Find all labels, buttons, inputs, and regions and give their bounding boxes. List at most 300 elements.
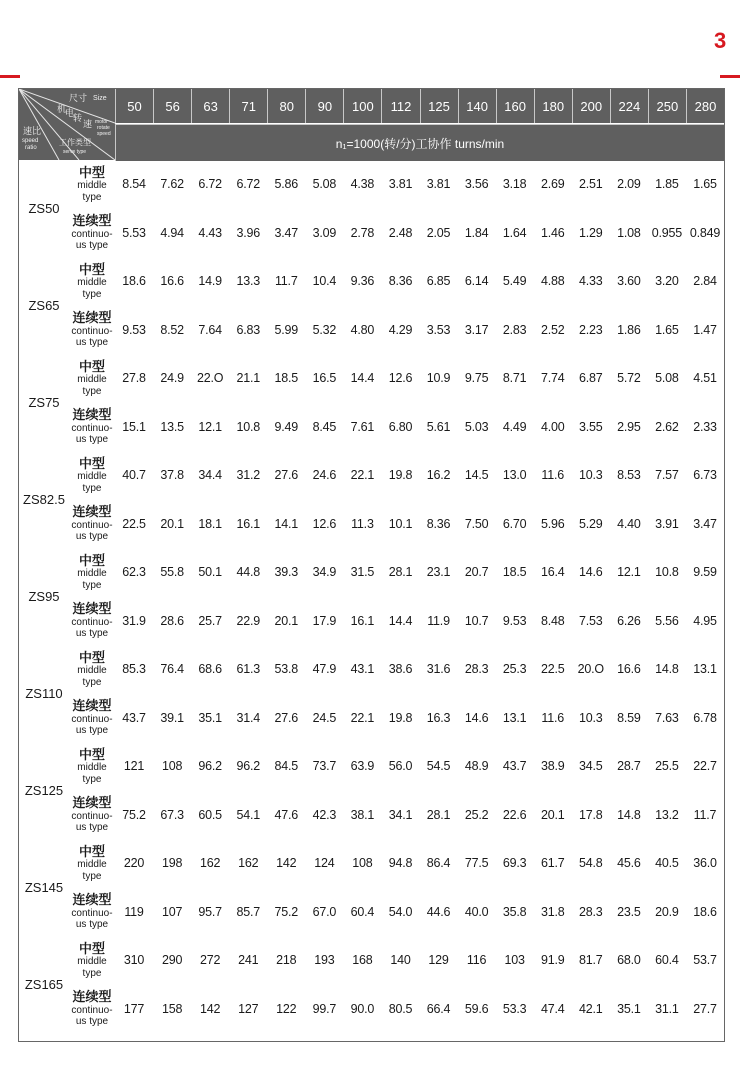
type-cn: 连续型 bbox=[72, 795, 112, 811]
value-cell: 39.1 bbox=[160, 710, 184, 725]
value-cell: 19.8 bbox=[388, 710, 413, 725]
value-cell: 5.56 bbox=[655, 613, 679, 628]
type-label-continuous bbox=[69, 311, 115, 348]
type-en-1: middle bbox=[77, 859, 107, 871]
value-cell: 12.1 bbox=[198, 419, 222, 434]
value-cells bbox=[115, 808, 724, 822]
value-cell: 40.5 bbox=[655, 856, 679, 871]
value-cell: 16.1 bbox=[350, 613, 375, 628]
value-cell: 3.56 bbox=[464, 177, 489, 192]
value-cell: 22.9 bbox=[236, 613, 260, 628]
model-group bbox=[19, 839, 724, 936]
value-cell: 20.1 bbox=[274, 613, 299, 628]
value-cell: 13.0 bbox=[502, 468, 527, 483]
model-group bbox=[19, 451, 724, 548]
value-cell: 22.7 bbox=[693, 759, 717, 774]
value-cell: 7.64 bbox=[198, 322, 222, 337]
model-label: ZS165 bbox=[24, 977, 64, 992]
value-cell: 43.1 bbox=[350, 662, 375, 677]
type-en-2: us type bbox=[75, 822, 109, 834]
value-cell: 37.8 bbox=[160, 468, 184, 483]
value-cell: 4.00 bbox=[540, 419, 565, 434]
value-cell: 35.1 bbox=[617, 1001, 641, 1016]
type-en-1: middle bbox=[77, 762, 107, 774]
type-en-1: continuo- bbox=[71, 519, 113, 531]
value-cell: 14.8 bbox=[655, 662, 679, 677]
value-cell: 53.7 bbox=[693, 953, 717, 968]
value-cell: 1.08 bbox=[617, 225, 641, 240]
value-cell: 22.5 bbox=[122, 516, 146, 531]
value-cell: 2.51 bbox=[579, 177, 603, 192]
value-cell: 10.8 bbox=[655, 565, 679, 580]
value-cell: 94.8 bbox=[388, 856, 413, 871]
value-cell: 34.1 bbox=[388, 807, 413, 822]
model-label: ZS145 bbox=[24, 880, 64, 895]
size-header: 250 bbox=[648, 89, 686, 123]
value-cell: 14.6 bbox=[464, 710, 489, 725]
value-cell: 3.47 bbox=[274, 225, 299, 240]
type-label-middle bbox=[69, 166, 115, 203]
value-cell: 2.23 bbox=[579, 322, 603, 337]
value-cell: 5.61 bbox=[426, 419, 451, 434]
value-cell: 10.9 bbox=[426, 371, 451, 386]
value-cell: 91.9 bbox=[540, 953, 565, 968]
value-cell: 10.1 bbox=[388, 516, 413, 531]
value-cell: 28.7 bbox=[617, 759, 641, 774]
value-cell: 3.55 bbox=[579, 419, 603, 434]
value-cells bbox=[115, 905, 724, 919]
value-cell: 2.52 bbox=[540, 322, 565, 337]
value-cell: 25.3 bbox=[502, 662, 527, 677]
value-cell: 90.0 bbox=[350, 1001, 375, 1016]
value-cell: 17.9 bbox=[312, 613, 337, 628]
value-cell: 6.72 bbox=[198, 177, 222, 192]
type-cn: 中型 bbox=[78, 358, 105, 374]
value-cell: 158 bbox=[161, 1001, 183, 1016]
value-cell: 16.1 bbox=[236, 516, 260, 531]
type-label-middle bbox=[69, 263, 115, 300]
value-cell: 9.75 bbox=[464, 371, 489, 386]
value-cell: 5.29 bbox=[579, 516, 603, 531]
value-cell: 5.96 bbox=[540, 516, 565, 531]
motor-label-cn-1: 机 bbox=[57, 104, 67, 114]
value-cell: 13.5 bbox=[160, 419, 184, 434]
value-cell: 6.26 bbox=[617, 613, 641, 628]
value-cell: 142 bbox=[200, 1001, 221, 1016]
value-cells bbox=[115, 662, 724, 676]
value-cell: 85.3 bbox=[122, 662, 146, 677]
value-cell: 0.849 bbox=[689, 225, 721, 240]
value-cell: 22.6 bbox=[502, 807, 527, 822]
value-cell: 3.96 bbox=[236, 225, 260, 240]
value-cell: 2.48 bbox=[388, 225, 413, 240]
value-cell: 177 bbox=[123, 1001, 145, 1016]
value-cell: 108 bbox=[352, 856, 373, 871]
value-cells bbox=[115, 856, 724, 870]
value-cell: 43.7 bbox=[122, 710, 146, 725]
value-cell: 0.955 bbox=[651, 225, 683, 240]
type-cn: 连续型 bbox=[72, 213, 112, 229]
value-cell: 193 bbox=[314, 953, 335, 968]
value-cell: 18.5 bbox=[274, 371, 299, 386]
size-header: 50 bbox=[115, 89, 153, 123]
value-cell: 47.4 bbox=[540, 1001, 565, 1016]
type-en-2: us type bbox=[75, 628, 109, 640]
value-cell: 4.95 bbox=[693, 613, 717, 628]
value-cell: 3.81 bbox=[426, 177, 451, 192]
type-en-1: continuo- bbox=[71, 325, 113, 337]
type-en-1: middle bbox=[77, 471, 107, 483]
value-cell: 80.5 bbox=[388, 1001, 413, 1016]
value-cell: 66.4 bbox=[426, 1001, 451, 1016]
ratio-label-cn: 速比 bbox=[23, 126, 42, 136]
value-cell: 7.63 bbox=[655, 710, 679, 725]
value-cell: 96.2 bbox=[198, 759, 222, 774]
value-cell: 1.65 bbox=[655, 322, 679, 337]
value-cell: 4.51 bbox=[693, 371, 717, 386]
value-cell: 108 bbox=[161, 759, 183, 774]
table-row-middle bbox=[69, 257, 724, 306]
type-label-middle bbox=[69, 651, 115, 688]
value-cell: 55.8 bbox=[160, 565, 184, 580]
value-cell: 14.6 bbox=[579, 565, 603, 580]
value-cell: 31.5 bbox=[350, 565, 375, 580]
value-cells bbox=[115, 177, 724, 191]
type-en-1: middle bbox=[77, 180, 107, 192]
value-cell: 67.0 bbox=[312, 904, 337, 919]
value-cell: 9.59 bbox=[693, 565, 717, 580]
model-group bbox=[19, 354, 724, 451]
value-cell: 5.08 bbox=[312, 177, 337, 192]
value-cell: 96.2 bbox=[236, 759, 260, 774]
value-cell: 5.86 bbox=[274, 177, 299, 192]
type-label-middle bbox=[69, 942, 115, 979]
value-cell: 8.59 bbox=[617, 710, 641, 725]
type-en-2: type bbox=[82, 191, 102, 203]
value-cell: 60.4 bbox=[655, 953, 679, 968]
value-cell: 3.60 bbox=[617, 274, 641, 289]
table-row-continuous bbox=[69, 888, 724, 937]
value-cell: 22.O bbox=[197, 371, 224, 386]
value-cells bbox=[115, 371, 724, 385]
value-cell: 14.1 bbox=[274, 516, 299, 531]
value-cell: 75.2 bbox=[274, 904, 299, 919]
type-en-2: us type bbox=[75, 531, 109, 543]
value-cell: 77.5 bbox=[464, 856, 489, 871]
value-cell: 4.88 bbox=[540, 274, 565, 289]
value-cell: 8.36 bbox=[388, 274, 413, 289]
value-cell: 28.3 bbox=[464, 662, 489, 677]
value-cell: 47.6 bbox=[274, 807, 299, 822]
model-label: ZS95 bbox=[28, 589, 60, 604]
value-cell: 4.94 bbox=[160, 225, 184, 240]
model-group bbox=[19, 257, 724, 354]
value-cell: 24.9 bbox=[160, 371, 184, 386]
value-cell: 5.32 bbox=[312, 322, 337, 337]
type-label-continuous bbox=[69, 893, 115, 930]
value-cell: 6.87 bbox=[579, 371, 603, 386]
value-cell: 3.18 bbox=[502, 177, 527, 192]
value-cell: 107 bbox=[161, 904, 183, 919]
value-cell: 22.1 bbox=[350, 710, 375, 725]
size-header: 63 bbox=[191, 89, 229, 123]
value-cell: 68.6 bbox=[198, 662, 222, 677]
value-cell: 1.29 bbox=[579, 225, 603, 240]
value-cell: 10.8 bbox=[236, 419, 260, 434]
size-header-row bbox=[115, 89, 724, 123]
model-label: ZS75 bbox=[28, 395, 60, 410]
header-corner-cell bbox=[19, 89, 115, 160]
value-cell: 18.6 bbox=[122, 274, 146, 289]
size-header: 71 bbox=[229, 89, 267, 123]
value-cell: 1.64 bbox=[502, 225, 527, 240]
value-cell: 162 bbox=[200, 856, 221, 871]
model-label: ZS110 bbox=[25, 686, 63, 701]
type-en-2: us type bbox=[75, 1016, 109, 1028]
type-en-2: us type bbox=[75, 240, 109, 252]
serve-label-en: serve type bbox=[63, 149, 87, 155]
motor-label-en-2: rotate bbox=[97, 125, 110, 131]
value-cell: 9.49 bbox=[274, 419, 299, 434]
value-cell: 34.9 bbox=[312, 565, 337, 580]
value-cell: 122 bbox=[276, 1001, 297, 1016]
value-cell: 3.53 bbox=[426, 322, 451, 337]
model-label: ZS65 bbox=[28, 298, 60, 313]
value-cell: 20.7 bbox=[464, 565, 489, 580]
value-cell: 16.5 bbox=[312, 371, 337, 386]
table-row-middle bbox=[69, 645, 724, 694]
type-label-middle bbox=[69, 360, 115, 397]
value-cell: 11.6 bbox=[541, 710, 565, 725]
value-cell: 18.1 bbox=[198, 516, 222, 531]
value-cell: 95.7 bbox=[198, 904, 222, 919]
motor-label-cn-3: 转 bbox=[73, 113, 83, 123]
table-row-continuous bbox=[69, 500, 724, 549]
value-cell: 7.62 bbox=[160, 177, 184, 192]
type-en-1: middle bbox=[77, 665, 107, 677]
model-group bbox=[19, 936, 724, 1033]
value-cell: 24.6 bbox=[312, 468, 337, 483]
size-label-cn: 尺寸 bbox=[69, 93, 88, 103]
value-cell: 24.5 bbox=[312, 710, 337, 725]
value-cell: 28.6 bbox=[160, 613, 184, 628]
value-cell: 17.8 bbox=[579, 807, 603, 822]
value-cell: 40.7 bbox=[122, 468, 146, 483]
value-cell: 18.6 bbox=[693, 904, 717, 919]
value-cell: 1.47 bbox=[693, 322, 717, 337]
value-cell: 86.4 bbox=[426, 856, 451, 871]
value-cell: 35.8 bbox=[502, 904, 527, 919]
size-header: 80 bbox=[267, 89, 305, 123]
value-cell: 10.7 bbox=[464, 613, 489, 628]
size-header: 180 bbox=[534, 89, 572, 123]
value-cell: 121 bbox=[123, 759, 145, 774]
model-label: ZS125 bbox=[24, 783, 64, 798]
value-cell: 13.3 bbox=[236, 274, 260, 289]
value-cell: 2.78 bbox=[350, 225, 375, 240]
value-cell: 4.40 bbox=[617, 516, 641, 531]
value-cell: 9.36 bbox=[350, 274, 375, 289]
value-cell: 76.4 bbox=[160, 662, 184, 677]
motor-label-en-1: motor bbox=[95, 119, 108, 125]
value-cell: 6.72 bbox=[236, 177, 260, 192]
value-cell: 290 bbox=[161, 953, 183, 968]
value-cell: 1.84 bbox=[464, 225, 489, 240]
value-cell: 85.7 bbox=[236, 904, 260, 919]
model-group bbox=[19, 160, 724, 257]
value-cell: 56.0 bbox=[388, 759, 413, 774]
page-number-fragment: 3 bbox=[714, 28, 727, 53]
value-cells bbox=[115, 953, 724, 967]
value-cell: 11.9 bbox=[427, 613, 450, 628]
value-cell: 40.0 bbox=[464, 904, 489, 919]
size-header: 90 bbox=[305, 89, 343, 123]
value-cell: 8.71 bbox=[502, 371, 527, 386]
value-cell: 31.1 bbox=[655, 1001, 679, 1016]
value-cell: 28.3 bbox=[579, 904, 603, 919]
value-cell: 61.7 bbox=[540, 856, 565, 871]
value-cell: 31.9 bbox=[122, 613, 146, 628]
value-cell: 16.2 bbox=[426, 468, 451, 483]
value-cell: 14.4 bbox=[388, 613, 413, 628]
value-cell: 241 bbox=[238, 953, 259, 968]
value-cell: 1.85 bbox=[655, 177, 679, 192]
model-group bbox=[19, 742, 724, 839]
value-cell: 53.8 bbox=[274, 662, 299, 677]
value-cell: 54.8 bbox=[579, 856, 603, 871]
value-cells bbox=[115, 226, 724, 240]
value-cell: 28.1 bbox=[388, 565, 413, 580]
size-header: 280 bbox=[686, 89, 724, 123]
type-cn: 中型 bbox=[78, 649, 105, 665]
type-label-middle bbox=[69, 748, 115, 785]
type-label-continuous bbox=[69, 699, 115, 736]
value-cell: 2.95 bbox=[617, 419, 641, 434]
type-cn: 中型 bbox=[78, 940, 105, 956]
value-cell: 31.6 bbox=[426, 662, 451, 677]
value-cell: 50.1 bbox=[198, 565, 222, 580]
value-cell: 10.3 bbox=[579, 710, 603, 725]
table-row-middle bbox=[69, 451, 724, 500]
value-cell: 25.5 bbox=[655, 759, 679, 774]
value-cell: 42.3 bbox=[312, 807, 337, 822]
type-en-1: middle bbox=[77, 374, 107, 386]
size-header: 160 bbox=[496, 89, 534, 123]
value-cell: 4.80 bbox=[350, 322, 375, 337]
value-cell: 27.8 bbox=[122, 371, 146, 386]
value-cell: 20.O bbox=[577, 662, 604, 677]
value-cells bbox=[115, 323, 724, 337]
value-cell: 99.7 bbox=[312, 1001, 337, 1016]
value-cell: 272 bbox=[200, 953, 221, 968]
table-row-continuous bbox=[69, 403, 724, 452]
value-cell: 42.1 bbox=[579, 1001, 603, 1016]
value-cell: 15.1 bbox=[122, 419, 146, 434]
value-cell: 4.29 bbox=[388, 322, 413, 337]
accent-line-right bbox=[720, 75, 740, 78]
value-cell: 119 bbox=[124, 904, 144, 919]
value-cells bbox=[115, 420, 724, 434]
value-cells bbox=[115, 711, 724, 725]
value-cell: 2.05 bbox=[426, 225, 451, 240]
value-cell: 8.45 bbox=[312, 419, 337, 434]
motor-label-cn-2: 电 bbox=[65, 108, 75, 118]
value-cell: 25.7 bbox=[198, 613, 222, 628]
motor-speed-note: n₁=1000(转/分)工协作 turns/min bbox=[115, 124, 724, 161]
value-cell: 4.38 bbox=[350, 177, 375, 192]
value-cell: 6.85 bbox=[426, 274, 451, 289]
value-cell: 127 bbox=[238, 1001, 259, 1016]
motor-label-en-3: speed bbox=[97, 131, 111, 137]
value-cell: 12.1 bbox=[617, 565, 641, 580]
value-cell: 6.83 bbox=[236, 322, 260, 337]
value-cell: 4.33 bbox=[579, 274, 603, 289]
value-cell: 3.17 bbox=[464, 322, 489, 337]
type-label-middle bbox=[69, 845, 115, 882]
value-cell: 28.1 bbox=[426, 807, 451, 822]
type-en-2: type bbox=[82, 579, 102, 591]
value-cell: 81.7 bbox=[579, 953, 603, 968]
model-label: ZS50 bbox=[28, 201, 60, 216]
type-en-1: middle bbox=[77, 277, 107, 289]
value-cell: 3.20 bbox=[655, 274, 679, 289]
table-body bbox=[19, 160, 724, 1033]
type-en-1: middle bbox=[77, 956, 107, 968]
type-en-1: continuo- bbox=[71, 907, 113, 919]
value-cell: 14.8 bbox=[617, 807, 641, 822]
value-cell: 116 bbox=[466, 953, 487, 968]
type-cn: 中型 bbox=[78, 746, 105, 762]
value-cell: 16.6 bbox=[160, 274, 184, 289]
size-header: 112 bbox=[381, 89, 419, 123]
type-cn: 连续型 bbox=[72, 698, 112, 714]
value-cell: 2.84 bbox=[693, 274, 717, 289]
value-cell: 7.74 bbox=[540, 371, 565, 386]
value-cell: 5.99 bbox=[274, 322, 299, 337]
table-row-continuous bbox=[69, 306, 724, 355]
table-row-middle bbox=[69, 839, 724, 888]
value-cell: 31.4 bbox=[236, 710, 260, 725]
value-cells bbox=[115, 565, 724, 579]
value-cell: 69.3 bbox=[502, 856, 527, 871]
value-cell: 11.7 bbox=[274, 274, 298, 289]
size-label-en: Size bbox=[93, 95, 107, 102]
value-cells bbox=[115, 468, 724, 482]
value-cell: 44.6 bbox=[426, 904, 451, 919]
type-en-2: type bbox=[82, 676, 102, 688]
type-cn: 连续型 bbox=[72, 601, 112, 617]
value-cell: 62.3 bbox=[122, 565, 146, 580]
value-cell: 73.7 bbox=[312, 759, 337, 774]
value-cells bbox=[115, 517, 724, 531]
value-cell: 124 bbox=[314, 856, 335, 871]
table-row-middle bbox=[69, 936, 724, 985]
type-en-2: us type bbox=[75, 337, 109, 349]
value-cell: 16.3 bbox=[426, 710, 451, 725]
value-cell: 23.1 bbox=[426, 565, 451, 580]
type-label-continuous bbox=[69, 408, 115, 445]
table-row-middle bbox=[69, 742, 724, 791]
type-cn: 连续型 bbox=[72, 989, 112, 1005]
type-label-continuous bbox=[69, 796, 115, 833]
type-en-2: type bbox=[82, 385, 102, 397]
value-cell: 4.43 bbox=[198, 225, 222, 240]
type-en-2: us type bbox=[75, 725, 109, 737]
value-cell: 1.86 bbox=[617, 322, 641, 337]
table-row-continuous bbox=[69, 597, 724, 646]
value-cell: 9.53 bbox=[502, 613, 527, 628]
value-cell: 63.9 bbox=[350, 759, 375, 774]
